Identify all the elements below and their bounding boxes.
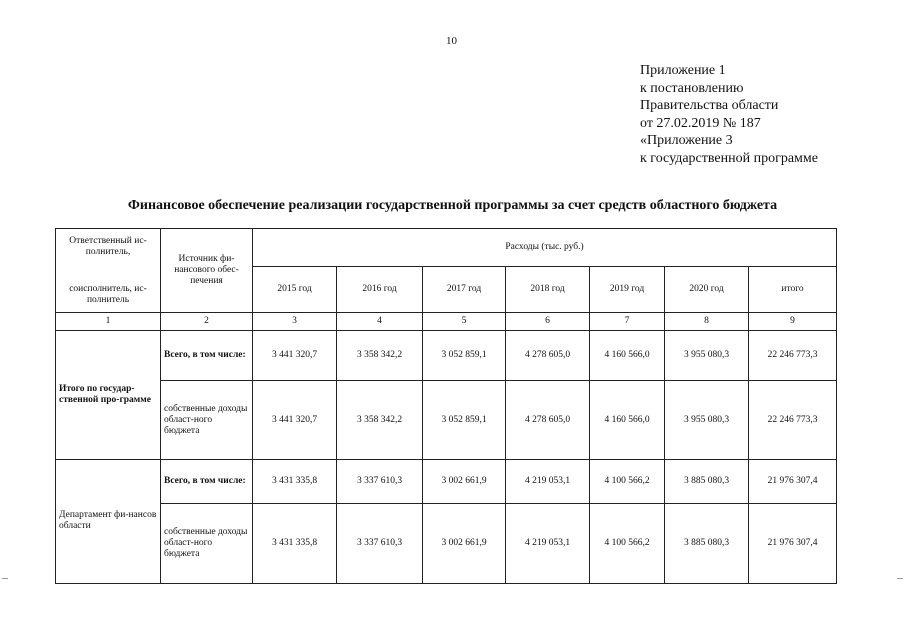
column-number: 9 [749,313,837,331]
financing-table [55,228,837,584]
column-number-row [56,313,837,331]
appendix-block [640,62,818,168]
value-cell: 4 100 566,2 [590,503,665,583]
scan-artifact [2,578,8,579]
column-number: 1 [56,313,161,331]
appendix-line: «Приложение 3 [640,133,733,149]
value-cell: 3 337 610,3 [337,503,423,583]
value-cell: 3 002 661,9 [423,503,506,583]
value-cell: 4 100 566,2 [590,459,665,503]
scan-artifact [897,578,903,579]
table-row [56,381,837,459]
header-year: 2017 год [423,267,506,313]
value-cell: 3 052 859,1 [423,331,506,381]
header-total: итого [749,267,837,313]
value-cell: 4 160 566,0 [590,381,665,459]
header-executor-bottom: соисполнитель, ис-полнитель [69,283,147,305]
value-cell: 3 955 080,3 [665,381,749,459]
page-number: 10 [446,35,457,47]
header-year: 2018 год [506,267,590,313]
value-cell: 3 337 610,3 [337,459,423,503]
column-number: 3 [253,313,337,331]
value-cell: 3 052 859,1 [423,381,506,459]
header-expenses: Расходы (тыс. руб.) [253,229,837,267]
value-cell: 4 278 605,0 [506,381,590,459]
column-number: 6 [506,313,590,331]
executor-cell: Департамент фи-нансов области [56,459,161,583]
value-cell: 4 278 605,0 [506,331,590,381]
source-cell: собственные доходы област-ного бюджета [161,503,253,583]
value-cell: 3 955 080,3 [665,331,749,381]
value-cell: 3 358 342,2 [337,381,423,459]
value-cell: 22 246 773,3 [749,381,837,459]
value-cell: 3 431 335,8 [253,459,337,503]
column-number: 4 [337,313,423,331]
source-cell: Всего, в том числе: [161,331,253,381]
value-cell: 21 976 307,4 [749,459,837,503]
value-cell: 3 002 661,9 [423,459,506,503]
header-year: 2019 год [590,267,665,313]
header-executor-cell [56,229,161,313]
table-row [56,459,837,503]
document-title: Финансовое обеспечение реализации государственной программы за счет средств областного бюджета [127,198,778,213]
source-cell: собственные доходы област-ного бюджета [161,381,253,459]
header-executor-top: Ответственный ис-полнитель, [69,235,147,257]
header-year: 2016 год [337,267,423,313]
header-source: Источник фи-нансового обес-печения [161,229,253,313]
value-cell: 3 431 335,8 [253,503,337,583]
source-cell: Всего, в том числе: [161,459,253,503]
value-cell: 3 358 342,2 [337,331,423,381]
value-cell: 3 441 320,7 [253,381,337,459]
header-row [56,229,837,267]
appendix-line: от 27.02.2019 № 187 [640,115,761,131]
header-year: 2015 год [253,267,337,313]
value-cell: 22 246 773,3 [749,331,837,381]
value-cell: 3 885 080,3 [665,503,749,583]
table-row [56,331,837,381]
value-cell: 4 219 053,1 [506,503,590,583]
value-cell: 3 885 080,3 [665,459,749,503]
appendix-line: Правительства области [640,98,779,114]
appendix-line: к государственной программе [640,150,818,166]
column-number: 5 [423,313,506,331]
column-number: 8 [665,313,749,331]
appendix-line: к постановлению [640,80,744,96]
value-cell: 4 160 566,0 [590,331,665,381]
executor-cell: Итого по государ-ственной про-грамме [56,331,161,459]
table-row [56,503,837,583]
appendix-line: Приложение 1 [640,63,726,78]
value-cell: 4 219 053,1 [506,459,590,503]
column-number: 2 [161,313,253,331]
value-cell: 3 441 320,7 [253,331,337,381]
header-year: 2020 год [665,267,749,313]
value-cell: 21 976 307,4 [749,503,837,583]
column-number: 7 [590,313,665,331]
